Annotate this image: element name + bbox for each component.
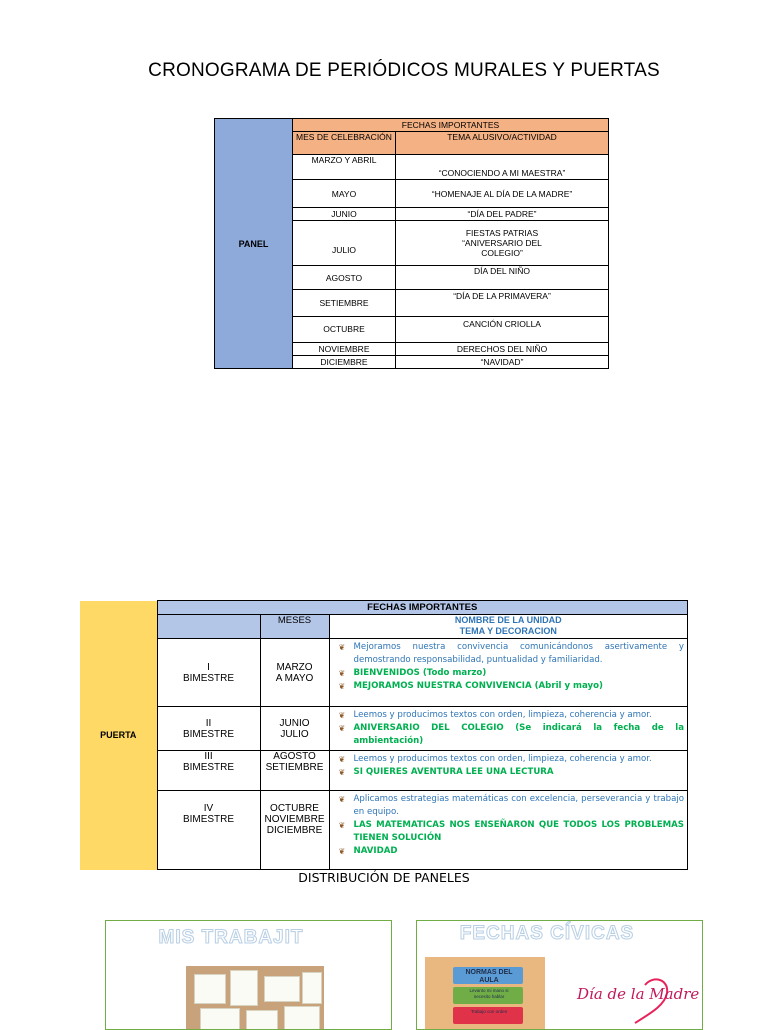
table-row-month: MAYO [293,180,396,207]
table-row-theme: “CONOCIENDO A MI MAESTRA” [396,155,609,180]
panel-col-theme: TEMA ALUSIVO/ACTIVIDAD [396,132,609,155]
table-row-months: JUNIO JULIO [260,707,329,751]
page-title: CRONOGRAMA DE PERIÓDICOS MURALES Y PUERTAS [148,60,660,81]
door-col-months: MESES [260,615,329,639]
table-row-months: AGOSTO SETIEMBRE [260,751,329,791]
pencil-label-2: Levanto mi mano si necesito hablar [469,988,509,999]
table-row-activities [329,791,688,870]
table-row-theme: “HOMENAJE AL DÍA DE LA MADRE” [396,180,609,207]
table-row-month: AGOSTO [293,266,396,290]
bimester-number: IV [203,803,214,814]
table-row-bimester [157,707,260,751]
list-item: ❦ MEJORAMOS NUESTRA CONVIVENCIA (Abril y mayo) [338,681,603,691]
table-row-months: MARZO A MAYO [260,639,329,707]
door-col-unit-line-2: TEMA Y DECORACION [459,626,557,636]
table-row-activities [329,707,688,751]
table-row-theme: FIESTAS PATRIAS “ANIVERSARIO DEL COLEGIO” [396,220,609,265]
list-item: ❦ LAS MATEMATICAS NOS ENSEÑARON QUE TODOS LOS PROBLEMAS TIENEN SOLUCIÓN [338,820,684,843]
table-row-activities [329,751,688,791]
panel-schedule-table [214,118,609,369]
table-row-month: JULIO [293,220,396,265]
table-row-bimester [157,751,260,791]
bimester-label: BIMESTRE [182,762,235,773]
panel-card-mis-trabajitos [105,920,392,1030]
list-item: ❦ SI QUIERES AVENTURA LEE UNA LECTURA [338,767,554,777]
card-heading: MIS TRABAJIT [158,927,304,948]
door-side-label: PUERTA [80,601,157,870]
door-col-blank [157,615,260,639]
table-row-bimester [157,639,260,707]
table-row-month: NOVIEMBRE [293,342,396,355]
cork-board-photo [186,966,324,1030]
panel-header: FECHAS IMPORTANTES [293,119,609,132]
bullet-icon: ❦ [338,768,346,777]
table-row-month: OCTUBRE [293,316,396,342]
door-col-unit [329,615,688,639]
card-heading: FECHAS CÍVICAS [459,923,635,944]
distribution-title: DISTRIBUCIÓN DE PANELES [298,870,470,885]
table-row-month: DICIEMBRE [293,355,396,368]
panel-col-month: MES DE CELEBRACIÓN [293,132,396,155]
pencil-label-3: Trabajo con orden [470,1009,508,1014]
list-item: ❦ BIENVENIDOS (Todo marzo) [338,668,487,678]
list-item: ❦ Leemos y producimos textos con orden, limpieza, coherencia y amor. [338,754,652,764]
list-item: ❦ ANIVERSARIO DEL COLEGIO (Se indicará la fecha de la ambientación) [338,723,684,746]
bimester-number: I [207,661,210,673]
bimester-label: BIMESTRE [182,728,235,740]
bimester-number: III [204,751,213,762]
panel-side-label: PANEL [215,119,293,369]
bullet-icon: ❦ [338,724,346,733]
bullet-icon: ❦ [338,821,346,830]
bullet-icon: ❦ [338,755,346,764]
bullet-icon: ❦ [338,643,346,652]
table-row-theme: “DÍA DE LA PRIMAVERA” [396,290,609,316]
list-item: ❦ Mejoramos nuestra convivencia comunicándonos asertivamente y demostrando responsabilidad, puntualidad y familiaridad. [338,642,684,665]
table-row-theme: CANCIÓN CRIOLLA [396,316,609,342]
table-row-theme: “DÍA DEL PADRE” [396,207,609,220]
dia-de-la-madre-logo: Día de la Madre [577,985,700,1003]
pencils-image [425,957,545,1030]
bullet-icon: ❦ [338,795,346,804]
table-row-theme: DÍA DEL NIÑO [396,266,609,290]
bullet-icon: ❦ [338,847,346,856]
table-row-theme: DERECHOS DEL NIÑO [396,342,609,355]
table-row-month: JUNIO [293,207,396,220]
bullet-icon: ❦ [338,682,346,691]
table-row-month: SETIEMBRE [293,290,396,316]
pencil-label-rules: NORMAS DEL AULA [465,969,513,984]
table-row-theme: “NAVIDAD” [396,355,609,368]
table-row-activities [329,639,688,707]
bullet-icon: ❦ [338,711,346,720]
bimester-label: BIMESTRE [182,672,235,684]
door-schedule-table [80,600,688,870]
table-row-month: MARZO Y ABRIL [293,155,396,180]
door-col-unit-line-1: NOMBRE DE LA UNIDAD [454,615,562,625]
list-item: ❦ Aplicamos estrategias matemáticas con excelencia, perseverancia y trabajo en equipo. [338,794,684,817]
table-row-months: OCTUBRE NOVIEMBRE DICIEMBRE [260,791,329,870]
bimester-label: BIMESTRE [182,814,235,825]
list-item: ❦ NAVIDAD [338,846,398,856]
table-row-bimester [157,791,260,870]
door-header: FECHAS IMPORTANTES [157,601,688,615]
bimester-number: II [205,717,212,729]
list-item: ❦ Leemos y producimos textos con orden, limpieza, coherencia y amor. [338,710,652,720]
bullet-icon: ❦ [338,669,346,678]
panel-card-fechas-civicas [416,920,703,1030]
